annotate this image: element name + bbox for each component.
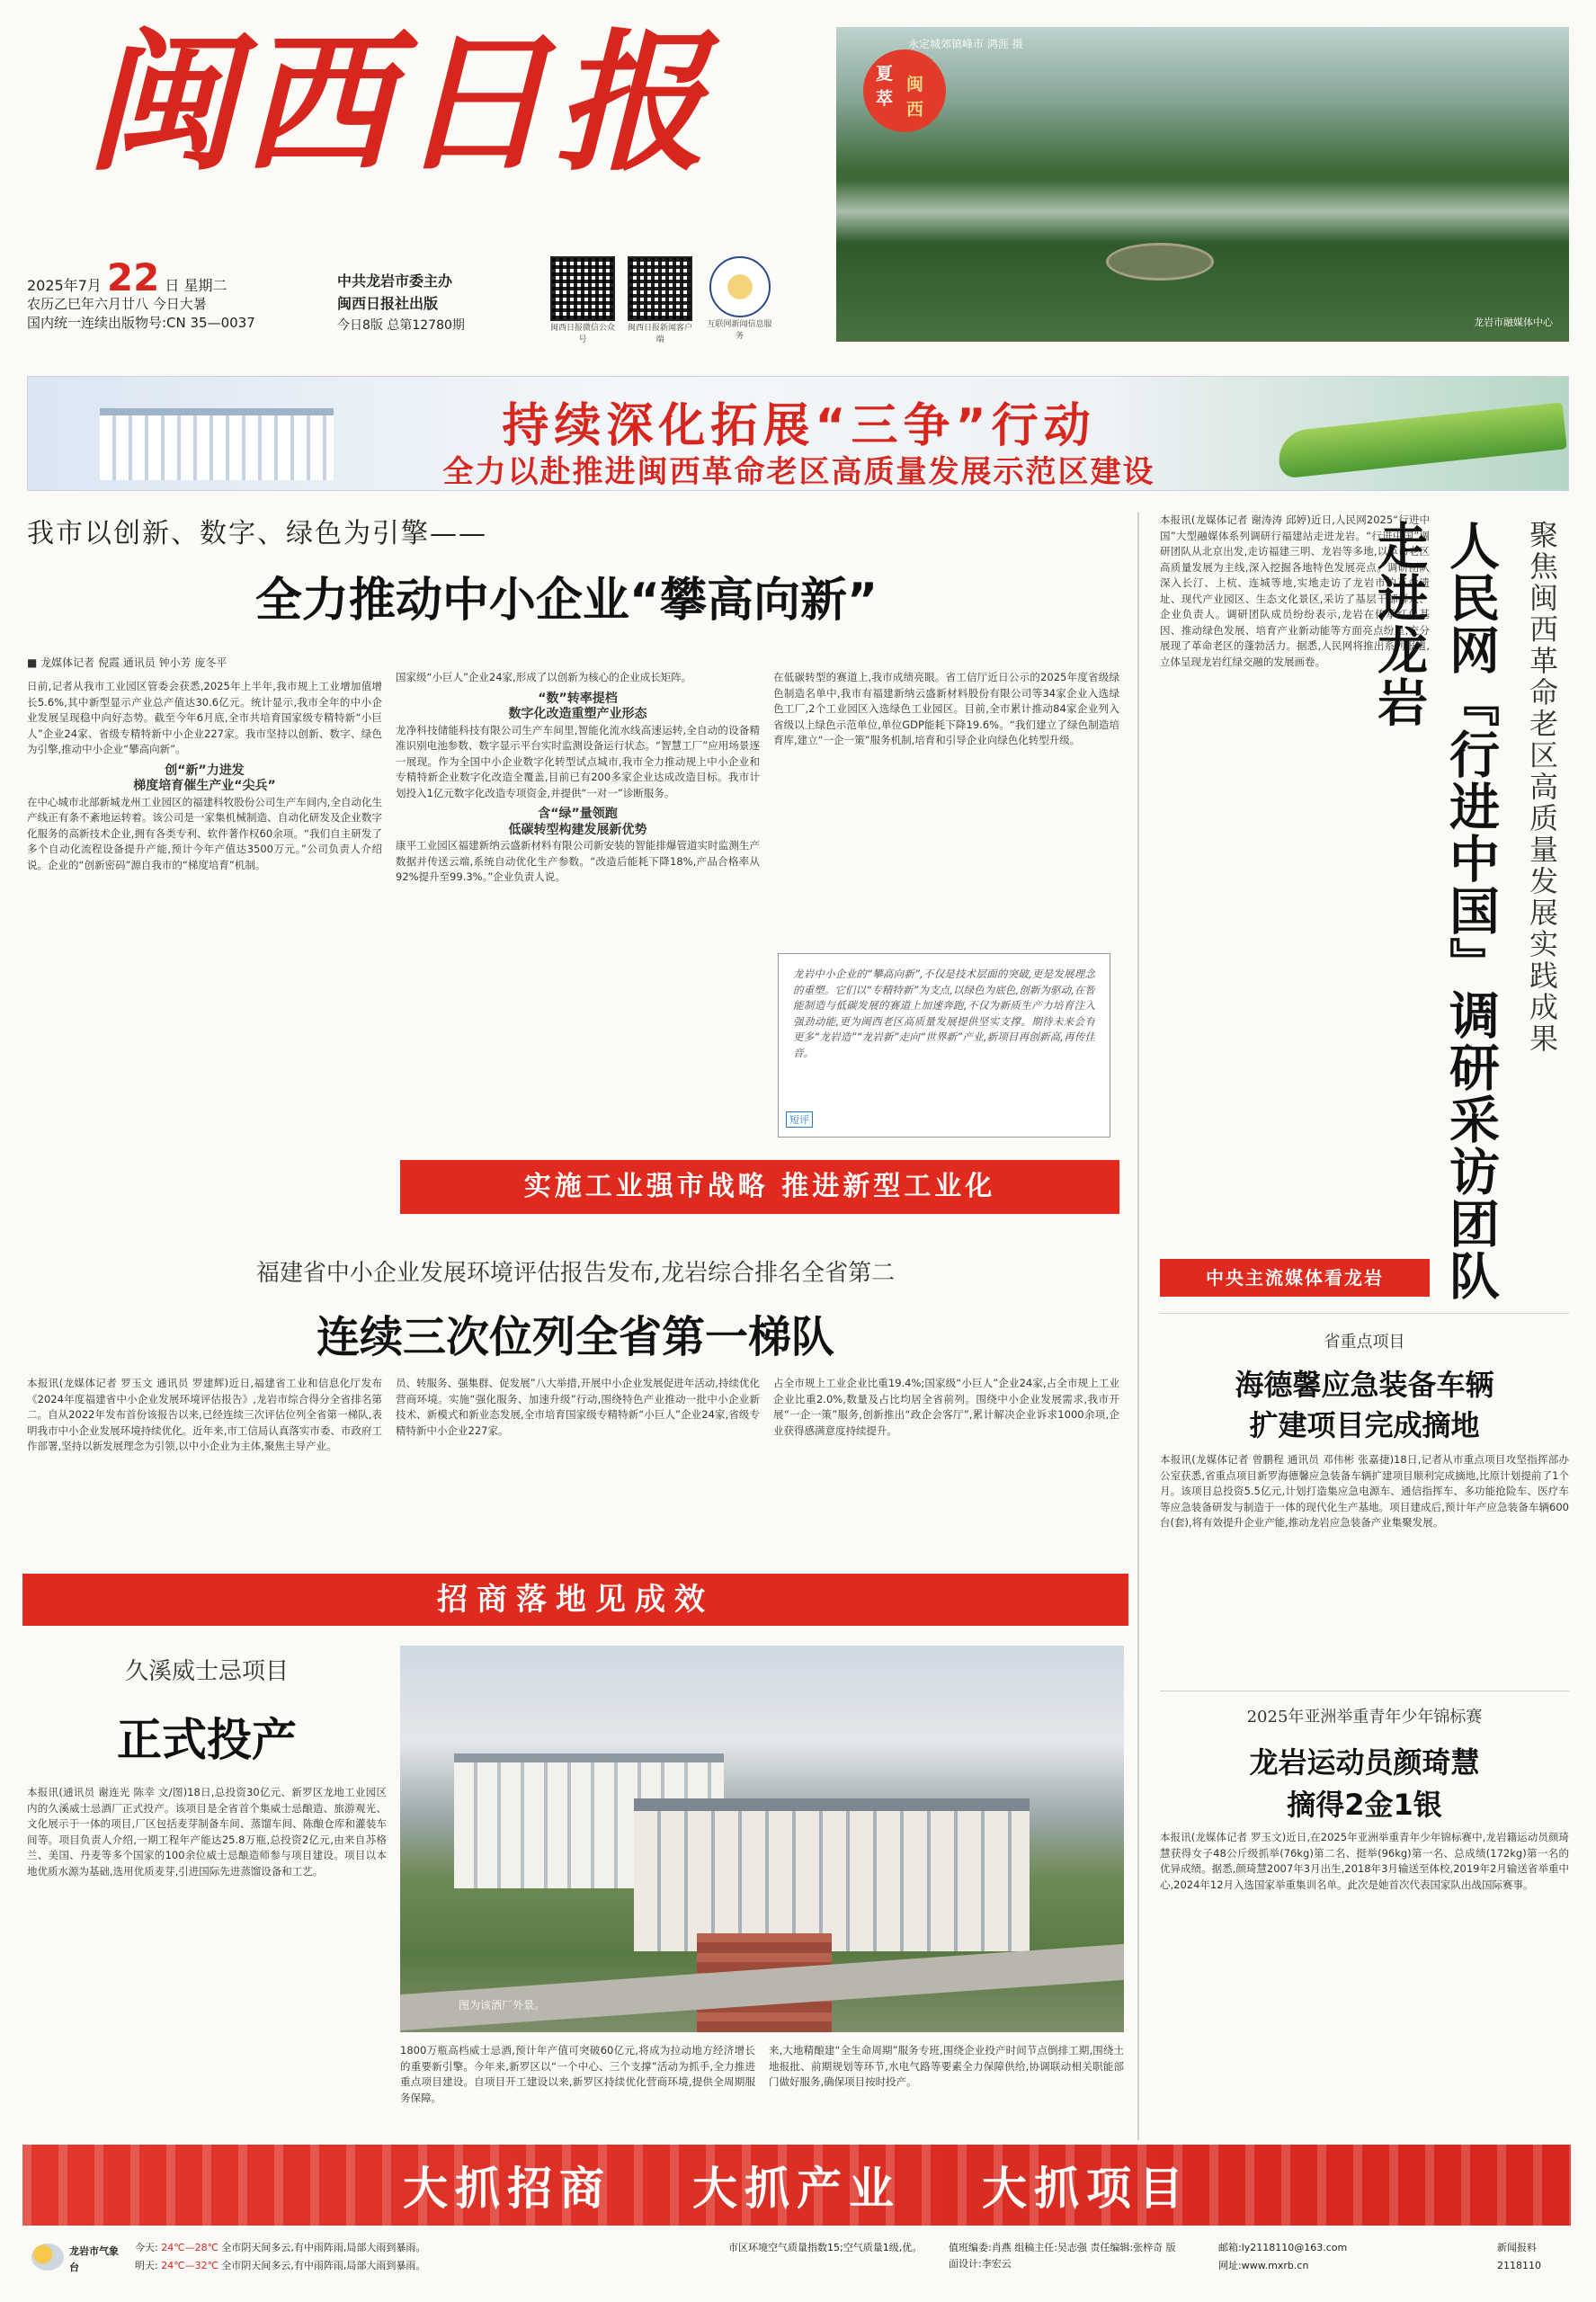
lead-col2-para3: 康平工业园区福建新纳云盛新材料有限公司新安装的智能排爆管道实时监测生产数据并传送云端,系统自动优化生产参数。“改造后能耗下降18%,产品合格率从92%提升至99.3%。”企业负责人说。 (396, 839, 760, 883)
seal-caption: 互联网新闻信息服务 (707, 320, 772, 341)
story2-col1: 本报讯(龙媒体记者 罗玉文 通讯员 罗建辉)近日,福建省工业和信息化厅发布《2024年度福建省中小企业发展环境评估报告》,龙岩市综合得分全省排名第二。自从2022年发布首份该报告以来,已经连续三次评估位列全省第一梯队,表明我市中小企业发展环境持续优化。近年来,市工信局认真落实市委、市政府工作部署,坚持以新发展理念为引领,以中小企业为主体,聚焦主导产业。 (27, 1377, 382, 1452)
photo-mist (836, 180, 1569, 243)
story2-col3: 占全市规上工业企业比重19.4%;国家级“小巨人”企业24家,占全市规上工业企业比重2.0%,数量及占比均居全省前列。围绕中小企业发展需求,我市开展“一企一策”服务,创新推出“政企会客厅”,累计解决企业诉求1000余项,企业获得感满意度持续提升。 (773, 1377, 1119, 1437)
qr-caption-2: 闽西日报新闻客户端 (628, 324, 693, 344)
lead-sub3: “数”转率提档 (538, 691, 618, 706)
weather-icon (31, 2244, 64, 2271)
lead-col1-para2: 在中心城市北部新城龙州工业园区的福建科牧股份公司生产车间内,全自动化生产线正有条不紊地运转着。该公司是一家集机械制造、自动化研发及企业数字化服务的高新技术企业,拥有各类专利、软件著作权60余项。“我们自主研发了多个自动化流程设备提升产能,预计今年产值达3500万元。”公司负责人介绍说。企业的“创新密码”源自我市的“梯度培育”机制。 (27, 795, 382, 871)
factory-building-2 (634, 1798, 1030, 1951)
banner-industry: 实施工业强市战略 推进新型工业化 (400, 1160, 1119, 1214)
column-divider (1137, 513, 1139, 2140)
lead-sub6: 低碳转型构建发展新优势 (508, 822, 647, 837)
date-day: 22 (106, 255, 160, 299)
right-story3-headline-2: 摘得2金1银 (1287, 1788, 1442, 1822)
issue-info: 今日8版 总第12780期 (337, 318, 465, 333)
lead-col3-para: 在低碳转型的赛道上,我市成绩亮眼。省工信厅近日公示的2025年度省级绿色制造名单中,我市有福建新纳云盛新材料股份有限公司等34家企业入选绿色工厂,2个工业园区入选绿色工业园区。目前,全市累计推动84家企业列入省级以上绿色示范单位,单位GDP能耗下降19.6%。“我们建立了绿色制造培育库,建立“一企一策”服务机制,培育和引导企业向绿色化转型升级。 (773, 671, 1119, 746)
lead-sub5: 含“绿”量领跑 (538, 807, 618, 821)
qr-code-app[interactable] (628, 256, 692, 344)
hotline-label: 新闻报料 (1497, 2242, 1537, 2253)
editors-credit: 值班编委:肖燕 组稿主任:吴志强 责任编辑:张梓奇 版面设计:李宏云 (949, 2242, 1176, 2270)
story3-col1: 本报讯(通讯员 谢连光 陈幸 文/图)18日,总投资30亿元、新罗区龙地工业园区内的久溪威士忌酒厂正式投产。该项目是全省首个集威士忌酿造、旅游观光、文化展示于一体的项目,厂区包括麦芽制备车间、蒸馏车间、陈酿仓库和灌装车间等。项目负责人介绍,一期工程年产能达25.8万瓶,总投资2亿元,由来自苏格兰、美国、丹麦等多个国家的100余位威士忌酿造师参与项目建设。项目以本地优质水源为基础,选用优质麦芽,引进国际先进蒸馏设备和工艺。 (27, 1786, 387, 1878)
lead-sub1: 创“新”力进发 (165, 763, 245, 778)
right-story3-headline-1: 龙岩运动员颜琦慧 (1249, 1745, 1480, 1780)
right-story1-kicker: 聚焦闽西革命老区高质量发展实践成果 (1525, 520, 1559, 1055)
right-story1-headline: 人民网『行进中国』调研采访团队走进龙岩 (1369, 520, 1500, 1302)
qr-caption-1: 闽西日报微信公众号 (550, 324, 616, 344)
tag-central-media[interactable]: 中央主流媒体看龙岩 (1160, 1259, 1430, 1297)
contact-website[interactable]: 网址:www.mxrb.cn (1218, 2260, 1309, 2271)
masthead-title: 闽西日报 (85, 13, 711, 192)
photo-logo: 龙岩市融媒体中心 (1474, 317, 1553, 328)
today-desc: 全市阴天间多云,有中雨阵雨,局部大雨到暴雨。 (221, 2242, 426, 2253)
story2-col2: 员、转服务、强集群、促发展”八大举措,开展中小企业发展促进年活动,持续优化营商环境。实施“强化服务、加速升级”行动,围绕特色产业推动一批中小企业新技术、新模式和新业态发展,全市培育国家级专精特新“小巨人”企业24家,省级专精特新中小企业227家。 (396, 1377, 760, 1437)
theme-banner (27, 376, 1569, 491)
photo-ellipse-house (1106, 243, 1214, 281)
badge-char-2: 萃 (876, 89, 894, 109)
right-story1-text: 本报讯(龙媒体记者 谢涛涛 邱婷)近日,人民网2025“行进中国”大型融媒体系列调研行福建站走进龙岩。“行进中国”调研团队从北京出发,走访福建三明、龙岩等多地,以革命老区高质量发展为主线,深入挖掘各地特色发展亮点。调研团队深入长汀、上杭、连城等地,实地走访了龙岩市的革命遗址、现代产业园区、生态文化景区,采访了基层干部群众、企业负责人。调研团队成员纷纷表示,龙岩在传承红色基因、推动绿色发展、培育产业新动能等方面亮点纷呈,充分展现了革命老区的蓬勃活力。据悉,人民网将推出系列报道,立体呈现龙岩红绿交融的发展画卷。 (1160, 513, 1430, 668)
publisher-block (337, 270, 517, 346)
footer-slogan-2: 大抓产业 (692, 2163, 901, 2215)
right-story3-text: 本报讯(龙媒体记者 罗玉文)近日,在2025年亚洲举重青年少年锦标赛中,龙岩籍运动员颜琦慧获得女子48公斤级抓举(76kg)第二名、挺举(96kg)第一名、总成绩(172kg)第一名的优异成绩。据悉,颜琦慧2007年3月出生,2018年3月输送至体校,2019年2月输送省举重中心,2024年12月入选国家举重集训名单。此次是她首次代表国家队出战国际赛事。 (1160, 1831, 1569, 1891)
footer-slogan-1: 大抓招商 (403, 2163, 611, 2215)
right-divider-1 (1160, 1313, 1569, 1314)
air-quality: 市区环境空气质量指数15;空气质量1级,优。 (728, 2242, 923, 2253)
story3-col3: 来,大地精酿建“全生命周期”服务专班,围绕企业投产时间节点倒排工期,围绕土地报批、前期规划等环节,水电气路等要素全力保障供给,协调联动相关职能部门做好服务,确保项目按时投产。 (769, 2044, 1124, 2088)
theme-title: 持续深化拓展“三争”行动 (502, 399, 1096, 453)
lead-sub4: 数字化改造重塑产业形态 (508, 707, 647, 721)
cn-number: 国内统一连续出版物号:CN 35—0037 (27, 315, 255, 331)
lead-quote: 龙岩中小企业的“攀高向新”,不仅是技术层面的突破,更是发展理念的重塑。它们以“专精特新”为支点,以绿色为底色,创新为驱动,在智能制造与低碳发展的赛道上加速奔跑,不仅为新质生产力培育注入强劲动能,更为闽西老区高质量发展提供坚实支撑。期待未来会有更多“龙岩造”“龙岩新”走向“世界新”产业,新项目再创新高,再传佳音。 (793, 968, 1095, 1059)
right-story2-headline-2: 扩建项目完成摘地 (1249, 1408, 1480, 1442)
badge-char-4: 西 (906, 100, 924, 120)
publisher-1: 中共龙岩市委主办 (337, 272, 453, 290)
footer-banner-text (22, 2145, 1571, 2226)
right-story2-headline-1: 海德馨应急装备车辆 (1235, 1368, 1494, 1402)
lead-col2-para2: 龙净科技储能科技有限公司生产车间里,智能化流水线高速运转,全自动的设备精准识别电池参数、数字显示平台实时监测设备运行状态。“智慧工厂”应用场景逐一展现。作为全国中小企业数字化转型试点城市,我市全力推动规上中小企业和专精特新企业数字化改造全覆盖,目前已有200多家企业达成改造目标。我市计划投入1亿元数字化改造专项资金,并提供“一对一”诊断服务。 (396, 723, 760, 799)
lead-col1 (27, 679, 382, 1223)
right-story2-kicker: 省重点项目 (1324, 1333, 1405, 1352)
weather-city: 龙岩市气象台 (69, 2245, 119, 2273)
lead-headline: 全力推动中小企业“攀高向新” (254, 574, 878, 628)
theme-subtitle: 全力以赴推进闽西革命老区高质量发展示范区建设 (442, 454, 1155, 490)
hotline-number[interactable]: 2118110 (1497, 2260, 1541, 2271)
seal-icon (706, 256, 773, 341)
today-label: 今天: (135, 2242, 158, 2253)
factory-photo (400, 1646, 1124, 2032)
lead-col3 (773, 670, 1119, 940)
badge-char-1: 夏 (876, 64, 894, 84)
lead-sub2: 梯度培育催生产业“尖兵” (133, 779, 276, 793)
weather-today (135, 2240, 692, 2256)
qr-code-wechat[interactable] (550, 256, 615, 344)
lead-col2-para: 国家级“小巨人”企业24家,形成了以创新为核心的企业成长矩阵。 (396, 671, 692, 683)
story2-kicker: 福建省中小企业发展环境评估报告发布,龙岩综合排名全省第二 (255, 1260, 896, 1287)
weather-tomorrow (135, 2258, 692, 2274)
today-temp: 24℃—28℃ (161, 2242, 218, 2253)
story3-col2: 1800万瓶高档威士忌酒,预计年产值可突破60亿元,将成为拉动地方经济增长的重要新引擎。今年来,新罗区以“一个中心、三个支撑”活动为抓手,全力推进重点项目建设。自项目开工建设以来,新罗区持续优化营商环境,提供全周期服务保障。 (400, 2044, 755, 2104)
date-prefix: 2025年7月 (27, 277, 102, 294)
banner-investment: 招商落地见成效 (22, 1574, 1128, 1626)
quote-tag: 短评 (786, 1111, 813, 1128)
factory-photo-caption: 图为该酒厂外景。 (459, 1999, 546, 2012)
badge-char-3: 闽 (906, 75, 924, 94)
tomorrow-label: 明天: (135, 2260, 158, 2271)
lead-kicker: 我市以创新、数字、绿色为引擎—— (27, 518, 487, 549)
lunar-date: 农历乙巳年六月廿八 今日大暑 (27, 296, 207, 312)
footer-slogan-3: 大抓项目 (982, 2163, 1190, 2215)
date-suffix: 日 星期二 (165, 277, 227, 294)
lead-byline: ■ 龙媒体记者 倪霞 通讯员 钟小芳 庞冬平 (27, 656, 227, 669)
story2-headline: 连续三次位列全省第一梯队 (316, 1312, 834, 1362)
top-photo (836, 27, 1569, 342)
summer-badge (863, 49, 946, 132)
contact-email[interactable]: 邮箱:ly2118110@163.com (1218, 2242, 1348, 2253)
lead-col2 (396, 670, 760, 1223)
lead-quote-box (778, 953, 1110, 1138)
right-story2-text: 本报讯(龙媒体记者 曾鹏程 通讯员 邓伟彬 张嘉捷)18日,记者从市重点项目攻坚指挥部办公室获悉,省重点项目新罗海德馨应急装备车辆扩建项目顺利完成摘地,比原计划提前了1个月。该项目总投资5.5亿元,计划打造集应急电源车、通信指挥车、多功能抢险车、医疗车等应急装备研发与制造于一体的现代化生产基地。项目建成后,预计年产应急装备车辆600台(套),将有效提升企业产能,推动龙岩应急装备产业集聚发展。 (1160, 1453, 1569, 1529)
story3-kicker: 久溪威士忌项目 (124, 1658, 289, 1685)
story3-headline: 正式投产 (117, 1714, 297, 1766)
footer-strip (22, 2235, 1571, 2289)
lead-col1-para: 日前,记者从我市工业园区管委会获悉,2025年上半年,我市规上工业增加值增长5.6%,其中新型显示产业总产值达30.6亿元。统计显示,我市全年的中小企业发展呈现稳中向好态势。截至今年6月底,全市共培育国家级专精特新“小巨人”企业24家、省级专精特新中小企业227家。我市坚持以创新、数字、绿色为引擎,推动中小企业“攀高向新”。 (27, 680, 382, 755)
footer-banner (22, 2145, 1571, 2226)
photo-caption: 永定城郊镇峰市 鸿涯 摄 (908, 38, 1023, 50)
right-story3-kicker: 2025年亚洲举重青年少年锦标赛 (1246, 1708, 1483, 1726)
tomorrow-temp: 24℃—32℃ (161, 2260, 218, 2271)
publisher-2: 闽西日报社出版 (337, 295, 439, 312)
tomorrow-desc: 全市阴天间多云,有中雨阵雨,局部大雨到暴雨。 (221, 2260, 426, 2271)
